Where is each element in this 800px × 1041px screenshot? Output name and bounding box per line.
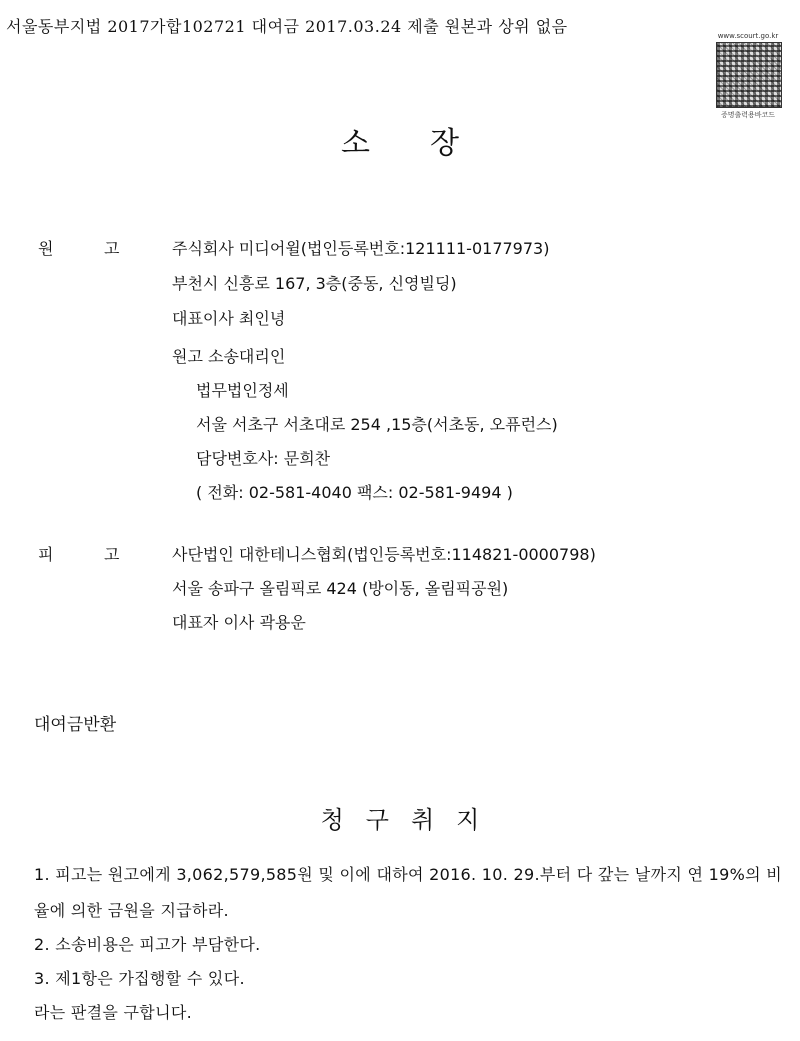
plaintiff-counsel-contact: ( 전화: 02-581-4040 팩스: 02-581-9494 )	[196, 483, 513, 502]
document-title: 소장	[341, 126, 519, 161]
document-stamp-header: 서울동부지법 2017가합102721 대여금 2017.03.24 제출 원본과 상위 없음	[6, 17, 568, 36]
defendant-name: 사단법인 대한테니스협회(법인등록번호:114821-0000798)	[172, 545, 596, 564]
defendant-representative: 대표자 이사 곽용운	[172, 613, 306, 632]
claim-line-1-continued: 율에 의한 금원을 지급하라.	[34, 901, 229, 920]
plaintiff-label-second: 고	[104, 239, 120, 258]
plaintiff-address: 부천시 신흥로 167, 3층(중동, 신영빌딩)	[172, 274, 457, 293]
plaintiff-name: 주식회사 미디어윌(법인등록번호:121111-0177973)	[172, 239, 550, 258]
qr-url: www.scourt.go.kr	[717, 32, 779, 40]
case-name: 대여금반환	[34, 715, 117, 735]
plaintiff-counsel-heading: 원고 소송대리인	[172, 347, 286, 366]
claim-line-3: 3. 제1항은 가집행할 수 있다.	[34, 969, 245, 988]
plaintiff-counsel-lawyer: 담당변호사: 문희찬	[196, 449, 331, 468]
qr-code-icon	[716, 42, 782, 108]
claim-line-1: 1. 피고는 원고에게 3,062,579,585원 및 이에 대하여 2016. 10. 29.부터 다 갚는 날까지 연 19%의 비	[34, 865, 782, 884]
defendant-label-second: 고	[104, 545, 120, 564]
defendant-address: 서울 송파구 올림픽로 424 (방이동, 올림픽공원)	[172, 579, 509, 598]
defendant-label-first: 피	[38, 545, 54, 564]
qr-caption: 증명출력용바코드	[720, 111, 776, 119]
claims-section-title: 청구취지	[320, 806, 502, 834]
plaintiff-representative: 대표이사 최인녕	[172, 309, 286, 328]
qr-barcode-block	[712, 32, 784, 124]
claim-line-2: 2. 소송비용은 피고가 부담한다.	[34, 935, 261, 954]
plaintiff-label-first: 원	[38, 239, 54, 258]
plaintiff-counsel-firm: 법무법인정세	[196, 381, 289, 400]
plaintiff-counsel-address: 서울 서초구 서초대로 254 ,15층(서초동, 오퓨런스)	[196, 415, 558, 434]
claims-closing: 라는 판결을 구합니다.	[34, 1003, 192, 1022]
